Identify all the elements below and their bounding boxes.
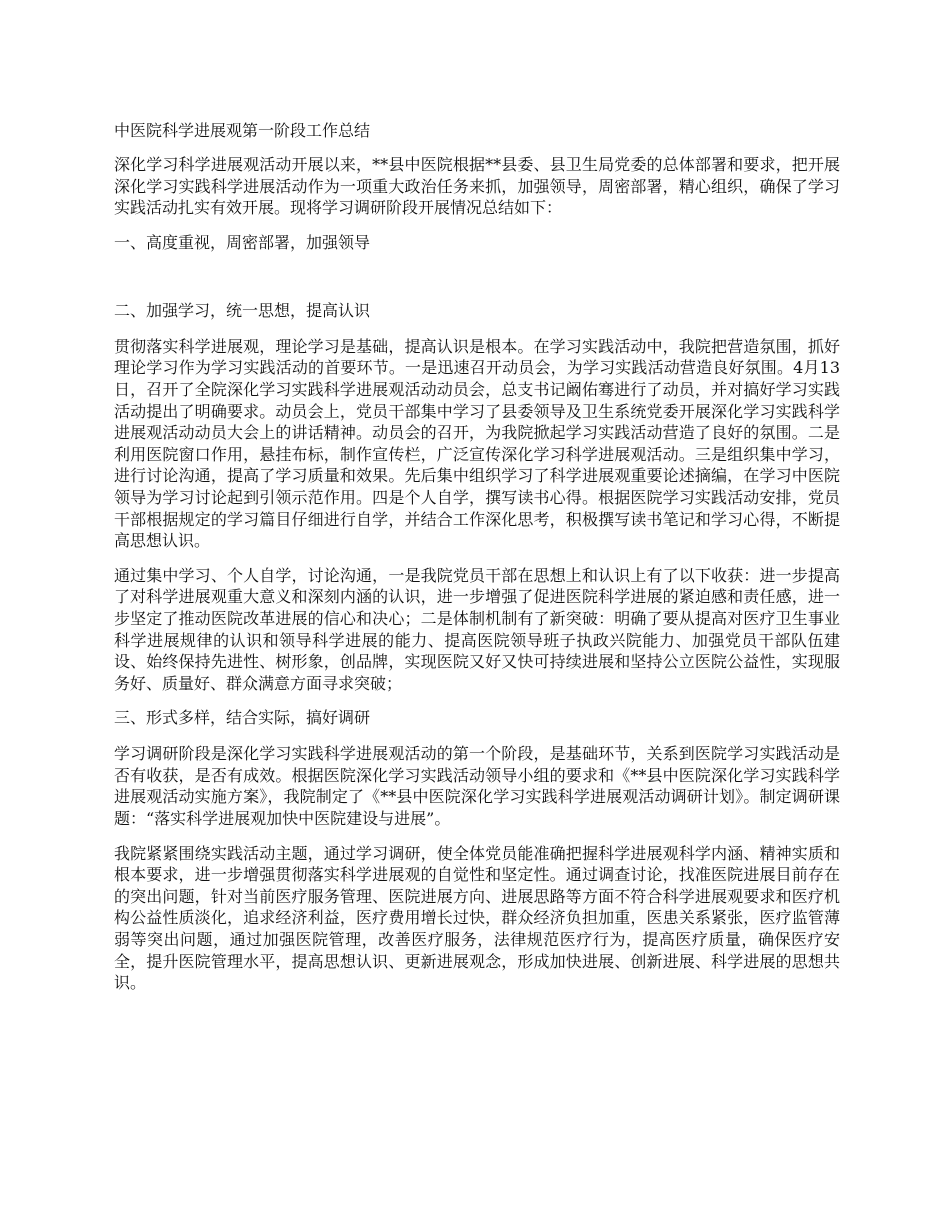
document-page (114, 120, 840, 1007)
document-title: 中医院科学进展观第一阶段工作总结 (114, 121, 371, 140)
intro-paragraph: 深化学习科学进展观活动开展以来，**县中医院根据**县委、县卫生局党委的总体部署和要求，把开展深化学习实践科学进展活动作为一项重大政治任务来抓，加强领导，周密部署，精心组织，确保了学习实践活动扎实有效开展。现将学习调研阶段开展情况总结如下： (114, 155, 840, 218)
section-heading-2: 二、加强学习，统一思想，提高认识 (114, 300, 371, 320)
section-2-paragraph-1: 贯彻落实科学进展观，理论学习是基础，提高认识是根本。在学习实践活动中，我院把营造氛围，抓好理论学习作为学习实践活动的首要环节。一是迅速召开动员会，为学习实践活动营造良好氛围。4月13日，召开了全院深化学习实践科学进展观活动动员会，总支书记阚佑骞进行了动员，并对搞好学习实践活动提出了明确要求。动员会上，党员干部集中学习了县委领导及卫生系统党委开展深化学习实践科学进展观活动动员大会上的讲话精神。动员会的召开，为我院掀起学习实践活动营造了良好的氛围。二是利用医院窗口作用，悬挂布标，制作宣传栏，广泛宣传深化学习科学进展观活动。三是组织集中学习，进行讨论沟通，提高了学习质量和效果。先后集中组织学习了科学进展观重要论述摘编，在学习中医院领导为学习讨论起到引领示范作用。四是个人自学，撰写读书心得。根据医院学习实践活动安排，党员干部根据规定的学习篇目仔细进行自学，并结合工作深化思考，积极撰写读书笔记和学习心得，不断提高思想认识。 (114, 336, 840, 551)
section-3-paragraph-2: 我院紧紧围绕实践活动主题，通过学习调研，使全体党员能准确把握科学进展观科学内涵、精神实质和根本要求，进一步增强贯彻落实科学进展观的自觉性和坚定性。通过调查讨论，找准医院进展目前存在的突出问题，针对当前医疗服务管理、医院进展方向、进展思路等方面不符合科学进展观要求和医疗机构公益性质淡化，追求经济利益，医疗费用增长过快，群众经济负担加重，医患关系紧张，医疗监管薄弱等突出问题，通过加强医院管理，改善医疗服务，法律规范医疗行为，提高医疗质量，确保医疗安全，提升医院管理水平，提高思想认识、更新进展观念，形成加快进展、创新进展、科学进展的思想共识。 (114, 843, 840, 993)
section-heading-3: 三、形式多样，结合实际，搞好调研 (114, 708, 371, 728)
section-heading-1: 一、高度重视，周密部署，加强领导 (114, 232, 371, 252)
section-2-paragraph-2: 通过集中学习、个人自学，讨论沟通，一是我院党员干部在思想上和认识上有了以下收获：进一步提高了对科学进展观重大意义和深刻内涵的认识，进一步增强了促进医院科学进展的紧迫感和责任感，进一步坚定了推动医院改革进展的信心和决心；二是体制机制有了新突破：明确了要从提高对医疗卫生事业科学进展规律的认识和领导科学进展的能力、提高医院领导班子执政兴院能力、加强党员干部队伍建设、始终保持先进性、树形象，创品牌，实现医院又好又快可持续进展和坚持公立医院公益性，实现服务好、质量好、群众满意方面寻求突破； (114, 565, 840, 693)
section-3-paragraph-1: 学习调研阶段是深化学习实践科学进展观活动的第一个阶段，是基础环节，关系到医院学习实践活动是否有收获，是否有成效。根据医院深化学习实践活动领导小组的要求和《**县中医院深化学习实践科学进展观活动实施方案》，我院制定了《**县中医院深化学习实践科学进展观活动调研计划》。制定调研课题：“落实科学进展观加快中医院建设与进展”。 (114, 744, 840, 829)
